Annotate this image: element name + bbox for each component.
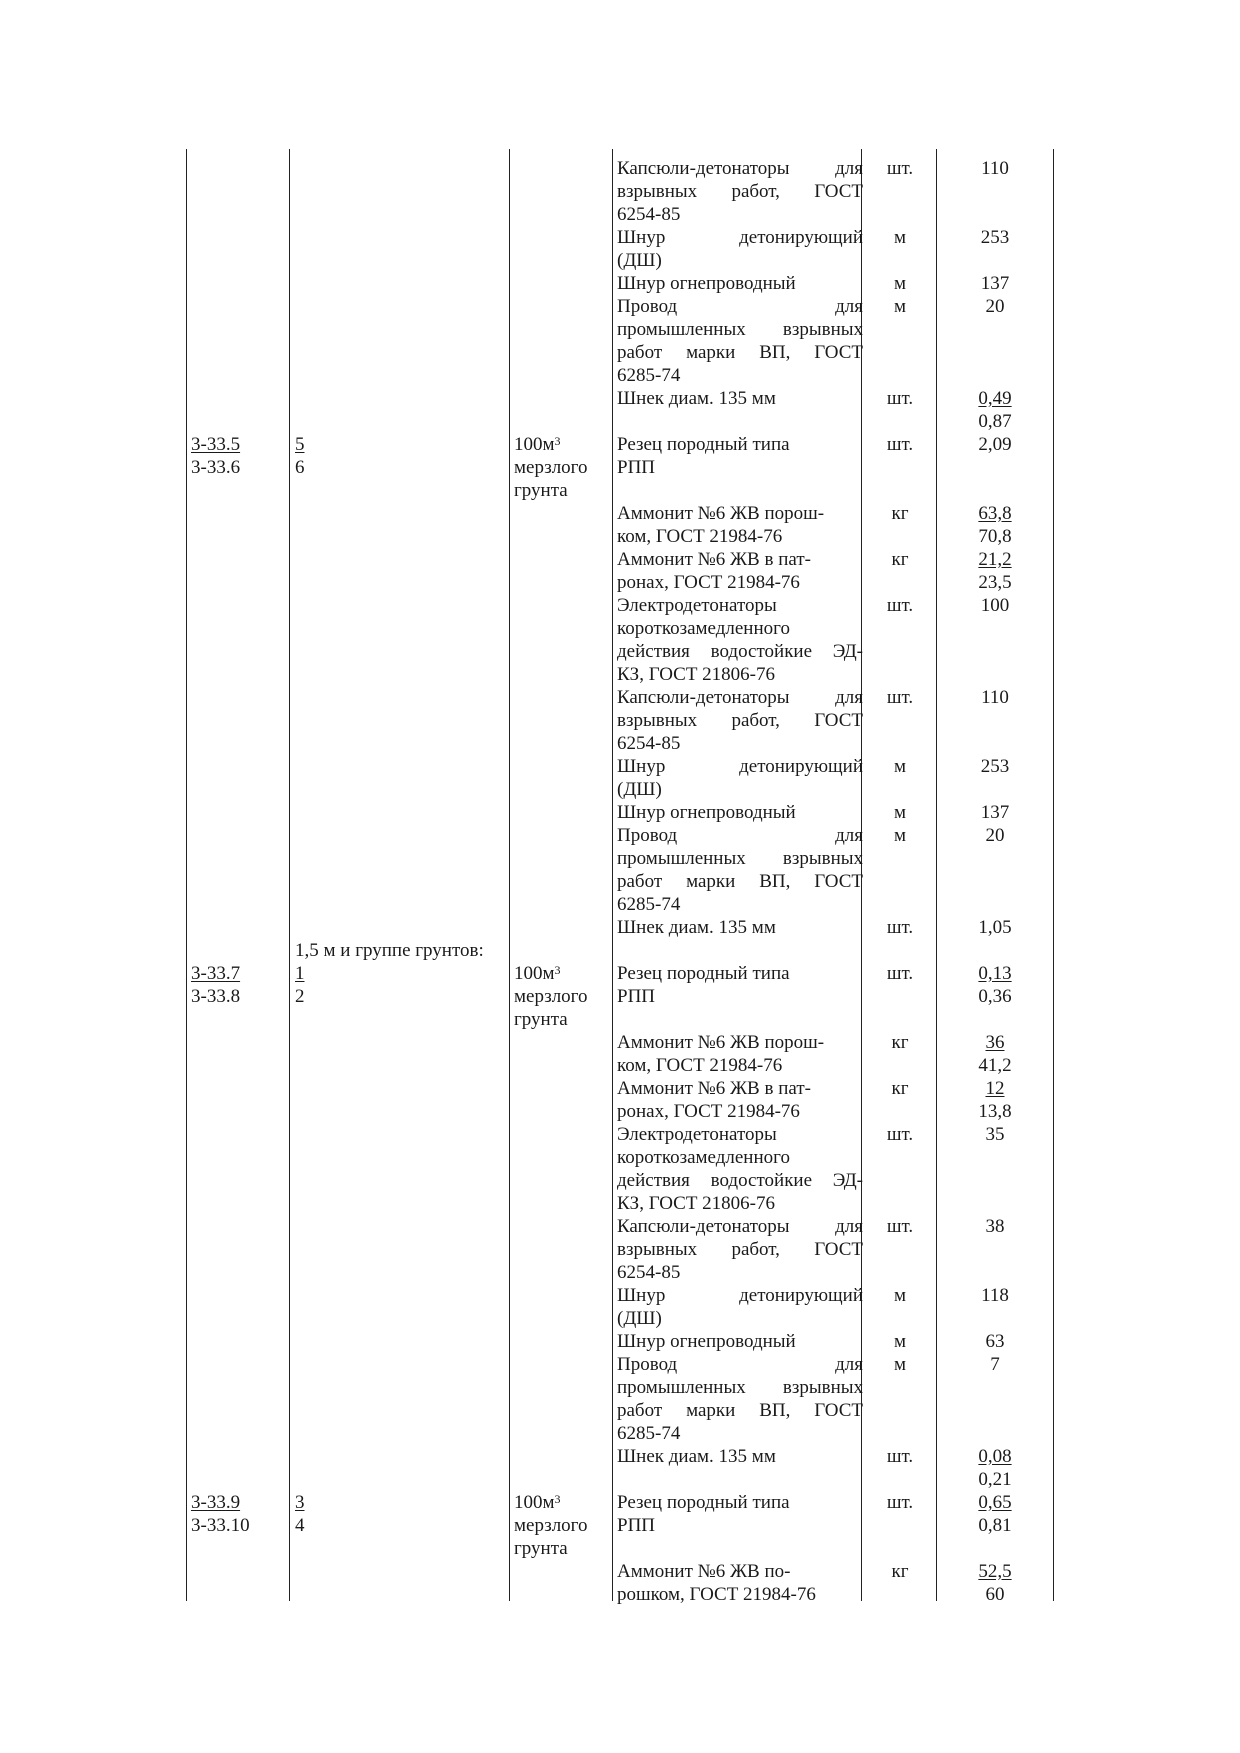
measure-unit-cell: шт. <box>886 434 914 455</box>
material-line: короткозамедленного <box>617 618 790 639</box>
material-line: РПП <box>617 1515 656 1536</box>
quantity-cell <box>935 686 1055 709</box>
quantity-value: 36 <box>985 1032 1005 1053</box>
unit-exponent: 3 <box>554 963 561 977</box>
material-cell <box>617 916 863 939</box>
work-description-line: 5 <box>295 434 305 455</box>
measure-unit-cell: кг <box>891 1561 909 1582</box>
column-divider-4 <box>612 149 613 1601</box>
material-line: 6254-85 <box>617 204 681 225</box>
quantity-cell <box>935 1560 1055 1606</box>
unit-line: грунта <box>514 1009 568 1030</box>
material-line: ронах, ГОСТ 21984-76 <box>617 1101 800 1122</box>
quantity-value: 0,65 <box>978 1492 1012 1513</box>
measure-unit-cell: м <box>893 227 907 248</box>
column-divider-2 <box>289 149 290 1601</box>
material-line: 6285-74 <box>617 894 681 915</box>
measure-unit-cell: шт. <box>886 1216 914 1237</box>
material-line: Шнек диам. 135 мм <box>617 917 776 938</box>
quantity-value: 12 <box>985 1078 1005 1099</box>
material-line: работ марки ВП, ГОСТ <box>617 1400 863 1421</box>
quantity-value: 21,2 <box>978 549 1012 570</box>
material-line: ком, ГОСТ 21984-76 <box>617 526 783 547</box>
norm-code-cell <box>191 433 240 479</box>
measurement-unit-cell <box>514 433 588 502</box>
material-cell <box>617 1031 863 1077</box>
material-cell <box>617 433 863 479</box>
quantity-value: 137 <box>980 273 1010 294</box>
material-line: Аммонит №6 ЖВ в пат- <box>617 1078 811 1099</box>
material-cell <box>617 755 863 801</box>
material-cell <box>617 1215 863 1284</box>
material-line: работ марки ВП, ГОСТ <box>617 342 863 363</box>
quantity-value: 0,36 <box>978 986 1012 1007</box>
quantity-value: 0,08 <box>978 1446 1012 1467</box>
measure-unit-cell: шт. <box>886 1124 914 1145</box>
quantity-cell <box>935 1077 1055 1123</box>
material-line: промышленных взрывных <box>617 319 863 340</box>
material-line: (ДШ) <box>617 779 662 800</box>
material-line: Резец породный типа <box>617 434 790 455</box>
measure-unit-cell: м <box>893 296 907 317</box>
material-line: короткозамедленного <box>617 1147 790 1168</box>
unit-line: мерзлого <box>514 457 588 478</box>
measure-unit-cell: шт. <box>886 1446 914 1467</box>
material-line: промышленных взрывных <box>617 848 863 869</box>
quantity-cell <box>935 226 1055 249</box>
material-line: Шнур огнепроводный <box>617 1331 796 1352</box>
material-line: Провод для <box>617 1354 863 1375</box>
quantity-cell <box>935 157 1055 180</box>
measure-unit-cell: шт. <box>886 1492 914 1513</box>
unit-base: $100м^3$ <box>514 963 561 984</box>
material-line: Капсюли-детонаторы для <box>617 158 863 179</box>
column-divider-6 <box>936 149 937 1601</box>
measure-unit-cell: шт. <box>886 963 914 984</box>
quantity-value: 0,81 <box>978 1515 1012 1536</box>
quantity-cell <box>935 916 1055 939</box>
material-line: взрывных работ, ГОСТ <box>617 710 863 731</box>
material-cell <box>617 272 863 295</box>
measure-unit-cell: шт. <box>886 595 914 616</box>
measure-unit-cell: кг <box>891 1032 909 1053</box>
quantity-value: 35 <box>985 1124 1005 1145</box>
quantity-value: 38 <box>985 1216 1005 1237</box>
material-cell <box>617 548 863 594</box>
work-description-cell <box>295 1491 305 1537</box>
quantity-cell <box>935 1123 1055 1146</box>
quantity-value: 60 <box>985 1584 1005 1605</box>
material-line: 6285-74 <box>617 1423 681 1444</box>
quantity-cell <box>935 548 1055 594</box>
measure-unit-cell: м <box>893 756 907 777</box>
material-line: взрывных работ, ГОСТ <box>617 181 863 202</box>
quantity-cell <box>935 801 1055 824</box>
material-line: Электродетонаторы <box>617 595 777 616</box>
norm-code: 3-33.5 <box>191 434 241 455</box>
quantity-cell <box>935 1215 1055 1238</box>
material-line: взрывных работ, ГОСТ <box>617 1239 863 1260</box>
quantity-value: 20 <box>985 825 1005 846</box>
work-description-line: 1,5 м и группе грунтов: <box>295 940 484 961</box>
measure-unit-cell: шт. <box>886 917 914 938</box>
material-line: действия водостойкие ЭД- <box>617 1170 863 1191</box>
measure-unit-cell: кг <box>891 549 909 570</box>
measurement-unit-cell <box>514 1491 588 1560</box>
material-line: Шнур детонирующий <box>617 227 863 248</box>
quantity-value: 0,13 <box>978 963 1012 984</box>
work-description-cell <box>295 939 484 1008</box>
column-divider-3 <box>509 149 510 1601</box>
measure-unit-cell: м <box>893 802 907 823</box>
unit-line: мерзлого <box>514 986 588 1007</box>
material-cell <box>617 295 863 387</box>
work-description-line: 1 <box>295 963 305 984</box>
measure-unit-cell: м <box>893 1331 907 1352</box>
material-line: Аммонит №6 ЖВ порош- <box>617 503 825 524</box>
quantity-value: 1,05 <box>978 917 1012 938</box>
material-cell <box>617 824 863 916</box>
norm-code-cell <box>191 962 240 1008</box>
material-line: ком, ГОСТ 21984-76 <box>617 1055 783 1076</box>
quantity-value: 0,49 <box>978 388 1012 409</box>
measure-unit-cell: м <box>893 825 907 846</box>
work-description-cell <box>295 433 305 479</box>
material-cell <box>617 1284 863 1330</box>
quantity-cell <box>935 755 1055 778</box>
material-line: Аммонит №6 ЖВ порош- <box>617 1032 825 1053</box>
quantity-value: 13,8 <box>978 1101 1012 1122</box>
quantity-value: 110 <box>981 158 1009 179</box>
material-line: КЗ, ГОСТ 21806-76 <box>617 1193 776 1214</box>
material-line: 6254-85 <box>617 733 681 754</box>
norm-code: 3-33.9 <box>191 1492 241 1513</box>
quantity-cell <box>935 1330 1055 1353</box>
material-line: РПП <box>617 986 656 1007</box>
material-line: Электродетонаторы <box>617 1124 777 1145</box>
quantity-cell <box>935 962 1055 1008</box>
material-cell <box>617 1560 863 1606</box>
quantity-value: 118 <box>981 1285 1009 1306</box>
measure-unit-cell: шт. <box>886 158 914 179</box>
material-line: Капсюли-детонаторы для <box>617 1216 863 1237</box>
material-cell <box>617 962 863 1008</box>
material-cell <box>617 1123 863 1215</box>
work-description-line: 3 <box>295 1492 305 1513</box>
unit-base: $100м^3$ <box>514 1492 561 1513</box>
measure-unit-cell: шт. <box>886 687 914 708</box>
material-line: действия водостойкие ЭД- <box>617 641 863 662</box>
quantity-value: 52,5 <box>978 1561 1012 1582</box>
unit-line: грунта <box>514 480 568 501</box>
quantity-value: 63,8 <box>978 503 1012 524</box>
quantity-cell <box>935 1491 1055 1537</box>
material-line: работ марки ВП, ГОСТ <box>617 871 863 892</box>
norm-code: 3-33.6 <box>191 457 241 478</box>
measure-unit-cell: м <box>893 273 907 294</box>
material-cell <box>617 502 863 548</box>
quantity-value: 137 <box>980 802 1010 823</box>
measure-unit-cell: кг <box>891 503 909 524</box>
quantity-value: 70,8 <box>978 526 1012 547</box>
material-cell <box>617 1353 863 1445</box>
material-line: Шнек диам. 135 мм <box>617 1446 776 1467</box>
material-line: КЗ, ГОСТ 21806-76 <box>617 664 776 685</box>
material-cell <box>617 157 863 226</box>
unit-base: $100м^3$ <box>514 434 561 455</box>
quantity-cell <box>935 295 1055 318</box>
material-line: Шнур детонирующий <box>617 1285 863 1306</box>
quantity-value: 110 <box>981 687 1009 708</box>
quantity-cell <box>935 272 1055 295</box>
quantity-value: 23,5 <box>978 572 1012 593</box>
material-cell <box>617 801 863 824</box>
quantity-value: 253 <box>980 227 1010 248</box>
quantity-cell <box>935 1445 1055 1491</box>
unit-exponent: 3 <box>554 1492 561 1506</box>
material-cell <box>617 1491 863 1537</box>
unit-line: грунта <box>514 1538 568 1559</box>
material-line: Провод для <box>617 296 863 317</box>
norm-code: 3-33.8 <box>191 986 241 1007</box>
material-line: 6254-85 <box>617 1262 681 1283</box>
work-description-line: 2 <box>295 986 305 1007</box>
material-line: Резец породный типа <box>617 1492 790 1513</box>
quantity-value: 63 <box>985 1331 1005 1352</box>
column-divider-1 <box>186 149 187 1601</box>
quantity-cell <box>935 1031 1055 1077</box>
material-cell <box>617 387 863 410</box>
quantity-value: 20 <box>985 296 1005 317</box>
material-line: ронах, ГОСТ 21984-76 <box>617 572 800 593</box>
unit-exponent: 3 <box>554 434 561 448</box>
material-cell <box>617 1077 863 1123</box>
norm-code-cell <box>191 1491 250 1537</box>
material-line: промышленных взрывных <box>617 1377 863 1398</box>
unit-line: мерзлого <box>514 1515 588 1536</box>
material-cell <box>617 1445 863 1468</box>
material-line: рошком, ГОСТ 21984-76 <box>617 1584 816 1605</box>
measure-unit-cell: м <box>893 1285 907 1306</box>
quantity-value: 41,2 <box>978 1055 1012 1076</box>
quantity-cell <box>935 387 1055 433</box>
material-line: РПП <box>617 457 656 478</box>
material-line: Шнек диам. 135 мм <box>617 388 776 409</box>
norm-code: 3-33.7 <box>191 963 241 984</box>
measure-unit-cell: м <box>893 1354 907 1375</box>
quantity-cell <box>935 824 1055 847</box>
material-cell <box>617 1330 863 1353</box>
quantity-cell <box>935 502 1055 548</box>
quantity-value: 0,21 <box>978 1469 1012 1490</box>
material-line: (ДШ) <box>617 1308 662 1329</box>
material-line: Капсюли-детонаторы для <box>617 687 863 708</box>
quantity-value: 7 <box>990 1354 1000 1375</box>
quantity-cell <box>935 1284 1055 1307</box>
material-line: Резец породный типа <box>617 963 790 984</box>
norm-code: 3-33.10 <box>191 1515 250 1536</box>
material-line: Шнур огнепроводный <box>617 273 796 294</box>
measurement-unit-cell <box>514 962 588 1031</box>
material-cell <box>617 686 863 755</box>
work-description-line: 4 <box>295 1515 305 1536</box>
measure-unit-cell: шт. <box>886 388 914 409</box>
material-line: Провод для <box>617 825 863 846</box>
quantity-value: 253 <box>980 756 1010 777</box>
material-cell <box>617 594 863 686</box>
quantity-value: 2,09 <box>978 434 1012 455</box>
quantity-value: 0,87 <box>978 411 1012 432</box>
material-line: Шнур огнепроводный <box>617 802 796 823</box>
quantity-value: 100 <box>980 595 1010 616</box>
material-line: Шнур детонирующий <box>617 756 863 777</box>
material-line: (ДШ) <box>617 250 662 271</box>
work-description-line: 6 <box>295 457 305 478</box>
material-line: 6285-74 <box>617 365 681 386</box>
material-cell <box>617 226 863 272</box>
material-line: Аммонит №6 ЖВ в пат- <box>617 549 811 570</box>
quantity-cell <box>935 594 1055 617</box>
measure-unit-cell: кг <box>891 1078 909 1099</box>
column-divider-7 <box>1053 149 1054 1601</box>
quantity-cell <box>935 433 1055 456</box>
quantity-cell <box>935 1353 1055 1376</box>
material-line: Аммонит №6 ЖВ по- <box>617 1561 791 1582</box>
